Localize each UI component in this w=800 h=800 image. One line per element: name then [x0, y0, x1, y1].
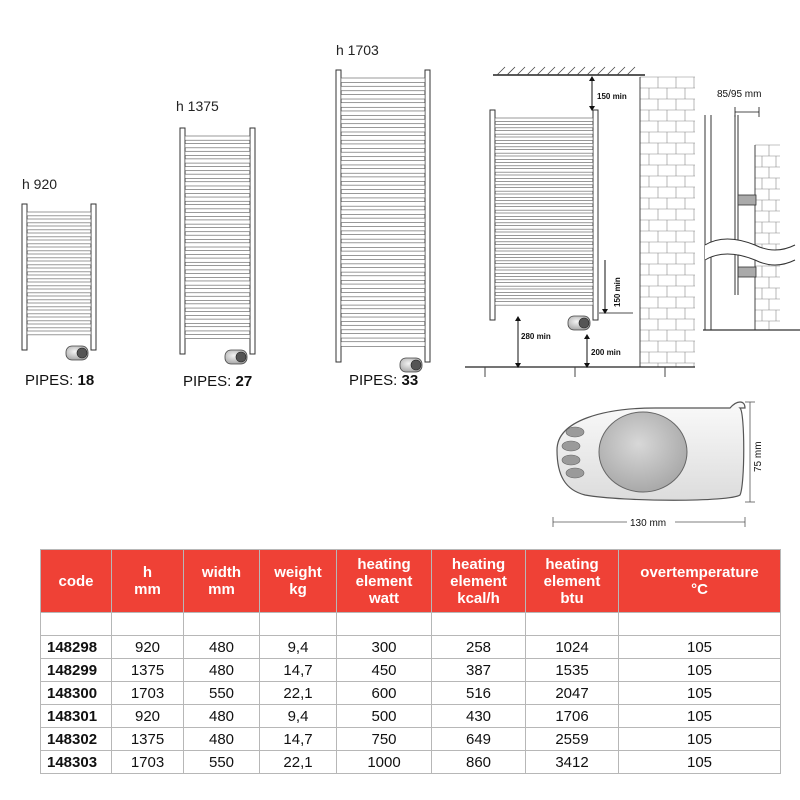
radiator-small — [22, 204, 96, 360]
product-code-cell: 148301 — [41, 705, 112, 728]
table-cell: 1375 — [112, 728, 184, 751]
table-row — [41, 682, 781, 705]
table-cell: 9,4 — [260, 636, 337, 659]
table-cell: 105 — [619, 705, 781, 728]
radiator-large — [336, 70, 430, 372]
table-cell: 258 — [432, 636, 526, 659]
radiator-3-height-label: h 1703 — [336, 42, 379, 58]
table-cell: 105 — [619, 636, 781, 659]
table-spacer-row — [41, 613, 781, 636]
floor-gap-label: 280 min — [521, 332, 551, 341]
table-row — [41, 705, 781, 728]
table-cell: 480 — [184, 705, 260, 728]
heater-button-1 — [566, 427, 584, 437]
table-cell: 1706 — [526, 705, 619, 728]
radiator-3-pipes: PIPES: 33 — [349, 372, 419, 389]
table-cell: 480 — [184, 728, 260, 751]
table-row — [41, 636, 781, 659]
table-cell: 500 — [337, 705, 432, 728]
table-row — [41, 728, 781, 751]
heater-element-diagram — [545, 390, 780, 535]
product-code-cell: 148303 — [41, 751, 112, 774]
table-cell: 2047 — [526, 682, 619, 705]
table-cell: 105 — [619, 682, 781, 705]
table-header-cell: width mm — [184, 550, 260, 613]
table-header-cell: code — [41, 550, 112, 613]
table-cell: 22,1 — [260, 682, 337, 705]
radiator-2-pipes: PIPES: 27 — [183, 373, 253, 390]
table-cell: 920 — [112, 636, 184, 659]
table-header-cell: h mm — [112, 550, 184, 613]
table-header-cell: weight kg — [260, 550, 337, 613]
radiator-1-pipes: PIPES: 18 — [25, 372, 95, 389]
table-cell: 750 — [337, 728, 432, 751]
table-cell: 22,1 — [260, 751, 337, 774]
table-cell: 3412 — [526, 751, 619, 774]
heater-button-2 — [562, 441, 580, 451]
heater-height-label: 75 mm — [753, 441, 764, 472]
product-code-cell: 148302 — [41, 728, 112, 751]
table-cell: 480 — [184, 659, 260, 682]
table-header-row — [41, 550, 781, 613]
table-cell: 450 — [337, 659, 432, 682]
ceiling-gap-label: 150 min — [597, 92, 627, 101]
wall-offset-label: 85/95 mm — [717, 89, 762, 100]
table-cell: 1000 — [337, 751, 432, 774]
heater-button-4 — [566, 468, 584, 478]
table-cell: 920 — [112, 705, 184, 728]
table-header-cell: heating element kcal/h — [432, 550, 526, 613]
element-gap-label: 200 min — [591, 348, 621, 357]
table-cell: 1375 — [112, 659, 184, 682]
table-cell: 14,7 — [260, 659, 337, 682]
table-cell: 105 — [619, 659, 781, 682]
table-cell: 2559 — [526, 728, 619, 751]
heater-dial — [599, 412, 687, 492]
radiator-2-height-label: h 1375 — [176, 98, 219, 114]
product-code-cell: 148299 — [41, 659, 112, 682]
table-row — [41, 751, 781, 774]
table-cell: 387 — [432, 659, 526, 682]
heater-width-label: 130 mm — [630, 518, 667, 529]
table-cell: 1535 — [526, 659, 619, 682]
table-cell: 516 — [432, 682, 526, 705]
table-cell: 105 — [619, 751, 781, 774]
table-cell: 649 — [432, 728, 526, 751]
table-row — [41, 659, 781, 682]
table-cell: 1024 — [526, 636, 619, 659]
table-cell: 430 — [432, 705, 526, 728]
table-cell: 550 — [184, 682, 260, 705]
installed-radiator — [490, 110, 598, 330]
installation-diagram — [455, 55, 800, 385]
table-header-cell: overtemperature °C — [619, 550, 781, 613]
specifications-table — [40, 549, 781, 774]
table-cell: 105 — [619, 728, 781, 751]
radiator-1-height-label: h 920 — [22, 176, 58, 192]
table-cell: 300 — [337, 636, 432, 659]
heater-button-3 — [562, 455, 580, 465]
side-brick-wall — [755, 145, 780, 330]
radiators-drawing — [0, 0, 460, 400]
product-code-cell: 148300 — [41, 682, 112, 705]
table-cell: 1703 — [112, 751, 184, 774]
table-cell: 1703 — [112, 682, 184, 705]
table-cell: 480 — [184, 636, 260, 659]
table-cell: 14,7 — [260, 728, 337, 751]
side-gap-label: 150 min — [613, 277, 622, 307]
product-code-cell: 148298 — [41, 636, 112, 659]
table-cell: 9,4 — [260, 705, 337, 728]
table-cell: 550 — [184, 751, 260, 774]
table-header-cell: heating element btu — [526, 550, 619, 613]
table-cell: 600 — [337, 682, 432, 705]
table-cell: 860 — [432, 751, 526, 774]
radiator-medium — [180, 128, 255, 364]
brick-wall — [640, 77, 695, 367]
table-header-cell: heating element watt — [337, 550, 432, 613]
